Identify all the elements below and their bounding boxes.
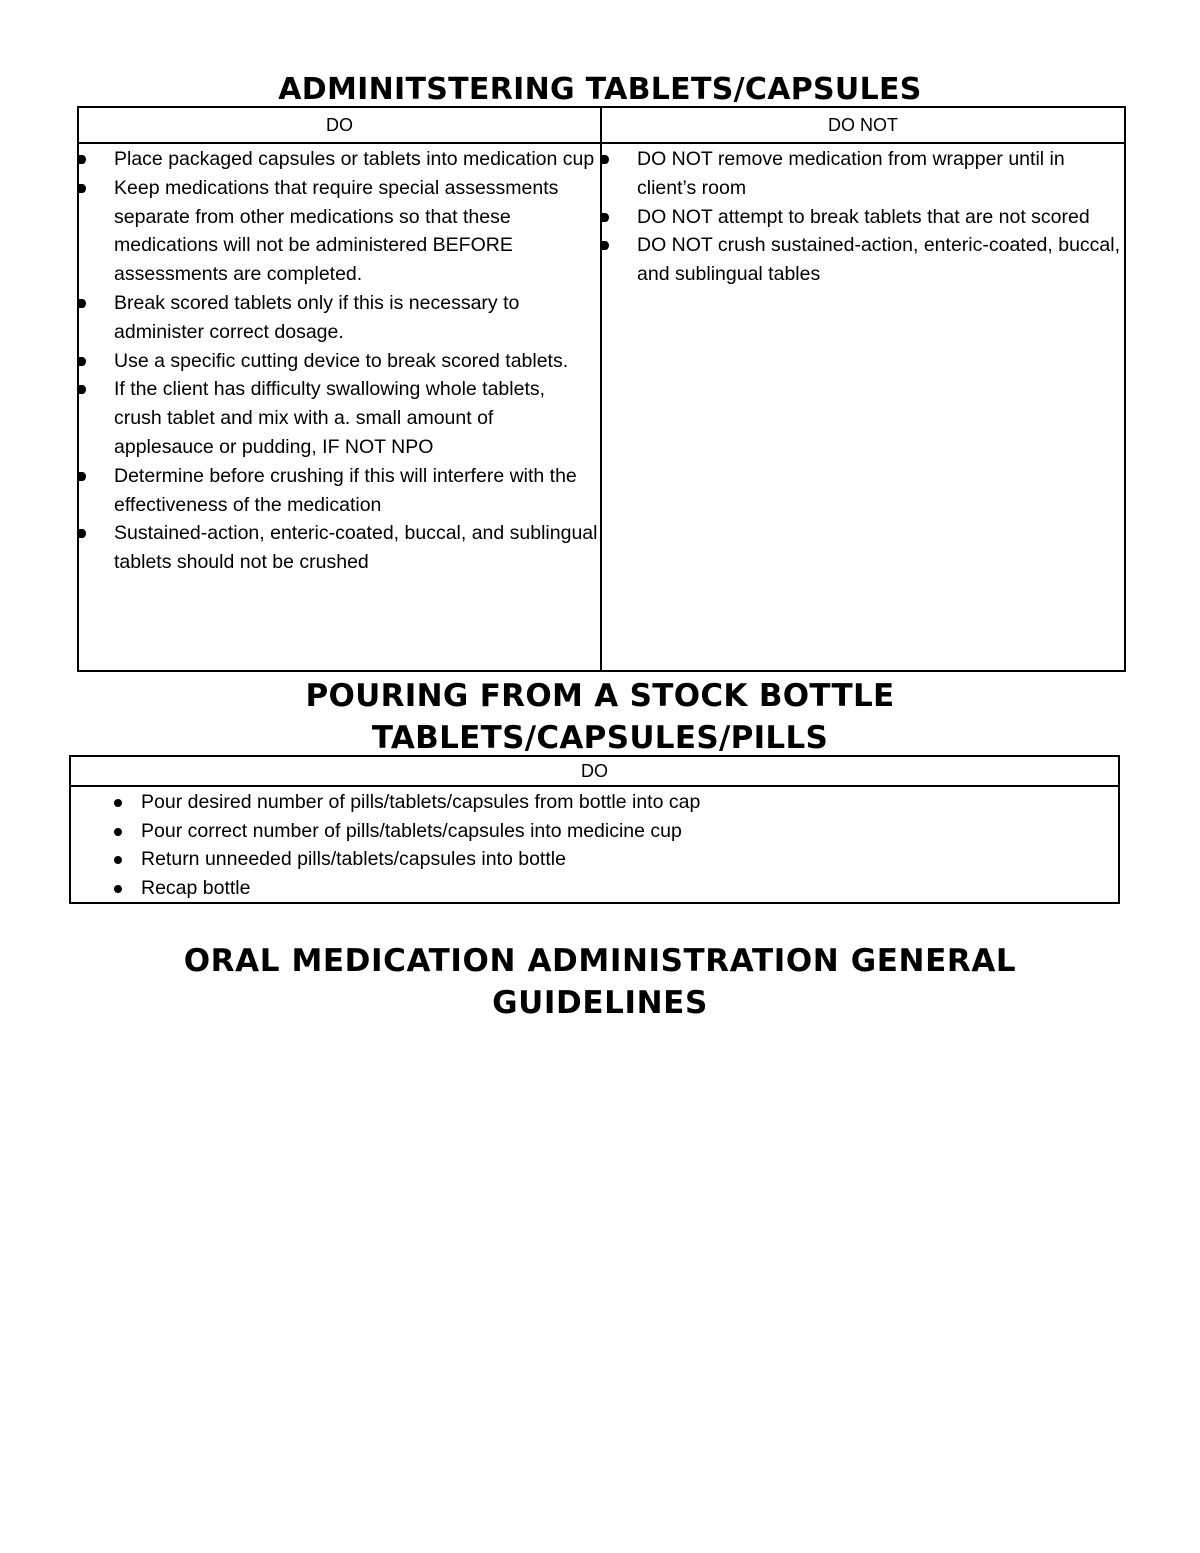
list-item: [79, 174, 600, 289]
list-item: [602, 145, 1124, 203]
list-item: [71, 874, 1118, 903]
list-item-text: Break scored tablets only if this is necessary to administer correct dosage.: [114, 291, 520, 343]
administering-table: [77, 106, 1126, 672]
list-item: [71, 817, 1118, 846]
do-column-cell: [78, 143, 601, 671]
bullet-icon: [79, 385, 86, 394]
list-item-text: Return unneeded pills/tablets/capsules into bottle: [141, 848, 566, 871]
section-title-oral-line1: ORAL MEDICATION ADMINISTRATION GENERAL: [183, 943, 1017, 979]
list-item-text: Place packaged capsules or tablets into medication cup: [114, 148, 595, 170]
bullet-icon: [114, 885, 122, 893]
list-item-text: Determine before crushing if this will interfere with the effectiveness of the medication: [114, 464, 577, 516]
bullet-icon: [114, 856, 122, 864]
section-title-administering: ADMINITSTERING TABLETS/CAPSULES: [278, 72, 922, 107]
bullet-icon: [79, 184, 86, 193]
bullet-icon: [114, 828, 122, 836]
list-item-text: Pour desired number of pills/tablets/capsules from bottle into cap: [141, 791, 701, 813]
list-item: [602, 203, 1124, 232]
bullet-icon: [602, 213, 609, 222]
list-item: [79, 347, 600, 376]
list-item: [71, 845, 1118, 874]
do-column-header: DO: [78, 107, 601, 143]
list-item-text: Recap bottle: [141, 876, 251, 899]
list-item: [79, 145, 600, 174]
list-item: [79, 519, 600, 577]
bullet-icon: [79, 299, 86, 308]
list-item: [79, 375, 600, 461]
do-not-column-header: DO NOT: [601, 107, 1125, 143]
pouring-cell: [70, 786, 1119, 903]
section-title-pouring-line1: POURING FROM A STOCK BOTTLE: [305, 678, 895, 714]
bullet-icon: [79, 357, 86, 366]
list-item-text: Keep medications that require special assessments separate from other medications so that these medications will not be administered BEFORE assessments are completed.: [114, 176, 559, 286]
do-column-header: DO: [70, 756, 1119, 786]
bullet-icon: [602, 155, 609, 164]
section-title-oral-guidelines: [0, 940, 1200, 1024]
bullet-icon: [602, 241, 609, 250]
list-item-text: Sustained-action, enteric-coated, buccal, and sublingual tablets should not be crushed: [114, 522, 598, 574]
pouring-table: [69, 755, 1120, 904]
bullet-icon: [79, 529, 86, 538]
do-list: [79, 144, 600, 577]
section-title-pouring: [0, 675, 1200, 759]
bullet-icon: [114, 799, 122, 807]
do-not-list: [602, 144, 1124, 289]
list-item-text: Pour correct number of pills/tablets/capsules into medicine cup: [141, 819, 682, 842]
bullet-icon: [79, 155, 86, 164]
list-item-text: DO NOT remove medication from wrapper until in client’s room: [637, 148, 1065, 199]
section-title-oral-line2: GUIDELINES: [492, 985, 708, 1021]
list-item: [602, 231, 1124, 289]
list-item-text: If the client has difficulty swallowing whole tablets, crush tablet and mix with a. small amount of applesauce or pudding, IF NOT NPO: [114, 378, 546, 458]
bullet-icon: [79, 472, 86, 481]
list-item: [79, 289, 600, 347]
list-item: [71, 788, 1118, 817]
list-item-text: Use a specific cutting device to break scored tablets.: [114, 349, 569, 372]
section-title-pouring-line2: TABLETS/CAPSULES/PILLS: [371, 720, 829, 756]
list-item-text: DO NOT crush sustained-action, enteric-coated, buccal, and sublingual tables: [637, 234, 1121, 286]
do-not-column-cell: [601, 143, 1125, 671]
list-item: [79, 462, 600, 520]
list-item-text: DO NOT attempt to break tablets that are not scored: [637, 205, 1090, 228]
pouring-list: [71, 787, 1118, 902]
